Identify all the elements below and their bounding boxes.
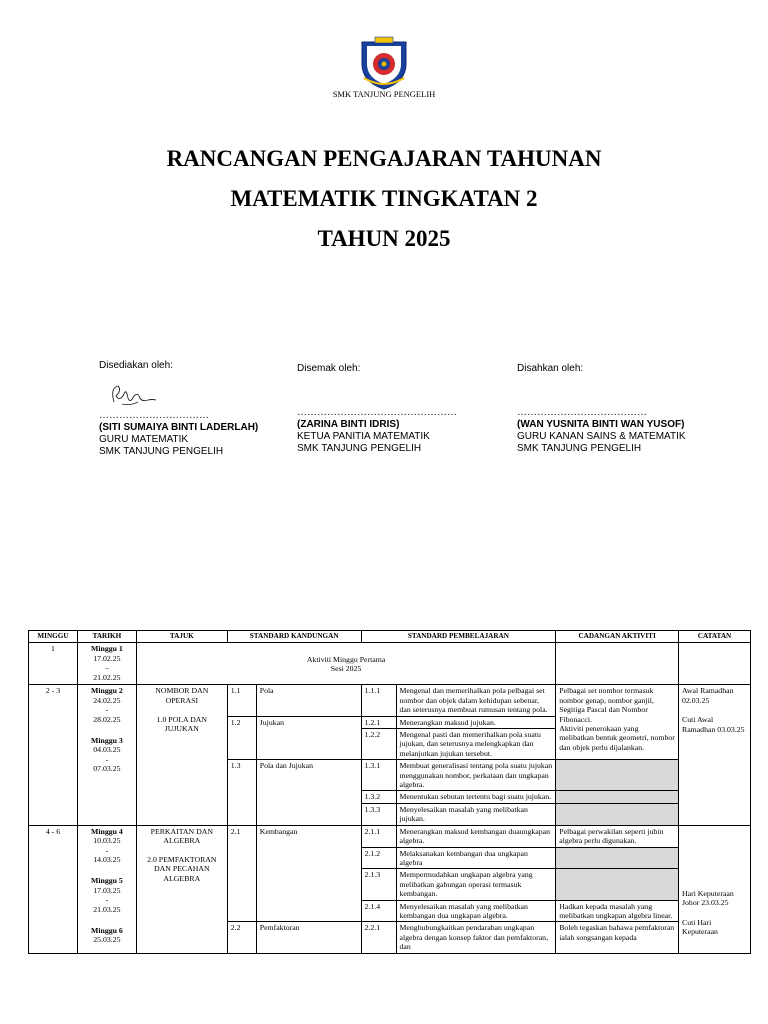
col-header-minggu: MINGGU	[29, 631, 78, 643]
signatory-label: Disahkan oleh:	[517, 363, 584, 374]
signatory-label: Disemak oleh:	[297, 363, 361, 374]
document-title-line1: RANCANGAN PENGAJARAN TAHUNAN	[166, 146, 602, 171]
note: Awal Ramadhan 02.03.25	[682, 686, 734, 705]
sk-title: Kembangan	[256, 825, 361, 922]
signatory-approved	[517, 363, 686, 455]
sp-text: Menerangkan maksud jujukan.	[396, 716, 556, 728]
week-label: Minggu 6	[90, 925, 123, 935]
week-label: Minggu 1	[90, 644, 123, 654]
date-start: 17.03.25	[93, 885, 121, 895]
sp-text: Mempermudahkan ungkapan algebra yang melibatkan gabungan operasi termasuk kembangan.	[396, 869, 556, 900]
sk-number: 2.2	[227, 922, 256, 953]
sp-number: 1.3.1	[361, 760, 396, 791]
sk-title: Pola	[256, 685, 361, 716]
date-end: 14.03.25	[93, 854, 121, 864]
signatory-org: SMK TANJUNG PENGELIH	[99, 446, 224, 457]
sp-number: 2.1.1	[361, 825, 396, 847]
cell-minggu: 2 - 3	[29, 685, 78, 825]
cell-minggu: 1	[29, 643, 78, 685]
sp-number: 2.2.1	[361, 922, 396, 953]
cell-tarikh	[77, 643, 136, 685]
cell-activity	[136, 643, 555, 685]
activity-suggestion: Aktiviti penerokaan yang melibatkan bentuk geometri, nombor dan objek perlu dijalankan.	[559, 724, 675, 752]
lesson-plan-table	[28, 630, 751, 954]
note: Cuti Awal Ramadhan 03.03.25	[682, 715, 745, 734]
sk-title: Pemfaktoran	[256, 922, 361, 953]
date-separator: -	[105, 845, 109, 855]
date-start: 24.02.25	[93, 695, 121, 705]
week-label: Minggu 4	[90, 826, 123, 836]
sk-number: 1.1	[227, 685, 256, 716]
topic-title: 1.0 POLA DAN JUJUKAN	[156, 714, 208, 734]
table-row	[29, 825, 751, 847]
date-start: 04.03.25	[93, 745, 121, 755]
signatory-name: (WAN YUSNITA BINTI WAN YUSOF)	[517, 419, 685, 430]
sp-text: Melaksanakan kembangan dua ungkapan algebra	[396, 847, 556, 869]
table-row	[29, 643, 751, 685]
sk-number: 2.1	[227, 825, 256, 922]
date-end: 21.03.25	[93, 904, 121, 914]
topic-title: 2.0 PEMFAKTORAN DAN PECAHAN ALGEBRA	[147, 854, 217, 883]
school-crest-logo	[358, 34, 410, 90]
sp-text: Menyelesaikan masalah yang melibatkan kembangan dua ungkapan algebra.	[396, 900, 556, 922]
note: Hari Keputeraan Johor 23.03.25	[682, 888, 734, 908]
cell-tarikh	[77, 825, 136, 953]
sp-number: 2.1.4	[361, 900, 396, 922]
date-start: 10.03.25	[93, 836, 121, 846]
activity-line2: Sesi 2025	[330, 663, 362, 673]
sp-number: 1.3.3	[361, 803, 396, 825]
sp-text: Mengenal pasti dan memerihalkan pola suatu jujukan, dan seterusnya melengkapkan dan melanjutkan jujukan tersebut.	[396, 729, 556, 760]
signature-line: …………………………………	[517, 407, 647, 418]
cell-catatan	[679, 685, 751, 825]
week-label: Minggu 3	[90, 736, 123, 746]
note: Cuti Hari Keputeraan	[682, 917, 718, 936]
date-separator: -	[105, 754, 109, 764]
sp-number: 1.2.2	[361, 729, 396, 760]
sk-number: 1.2	[227, 716, 256, 760]
sp-text: Membuat generalisasi tentang pola suatu jujukan menggunakan nombor, perkataan dan ungkapan algebra.	[396, 760, 556, 791]
cell-tajuk	[136, 685, 227, 825]
document-title-line3: TAHUN 2025	[317, 226, 451, 251]
col-header-catatan: CATATAN	[679, 631, 751, 643]
signatory-org: SMK TANJUNG PENGELIH	[297, 443, 422, 454]
col-header-tajuk: TAJUK	[136, 631, 227, 643]
date-end: 21.02.25	[93, 672, 121, 682]
cell-minggu: 4 - 6	[29, 825, 78, 953]
col-header-standard-kandungan: STANDARD KANDUNGAN	[227, 631, 361, 643]
date-separator: -	[105, 895, 109, 905]
sp-number: 1.2.1	[361, 716, 396, 728]
date-separator: -	[105, 705, 109, 715]
signatory-role: GURU MATEMATIK	[99, 434, 189, 445]
school-name-header: SMK TANJUNG PENGELIH	[332, 89, 436, 99]
sk-number: 1.3	[227, 760, 256, 825]
cell-cadangan	[556, 685, 679, 760]
signatory-reviewed	[297, 363, 457, 455]
signature-line: …………………………………………	[297, 407, 457, 418]
col-header-tarikh: TARIKH	[77, 631, 136, 643]
sp-text: Mengenal dan memerihalkan pola pelbagai set nombor dan objek dalam kehidupan sebenar, dan seterusnya membuat rumusan tentang pola.	[396, 685, 556, 716]
cell-catatan	[679, 643, 751, 685]
signatory-role: KETUA PANITIA MATEMATIK	[297, 431, 430, 442]
cell-cadangan-empty	[556, 760, 679, 791]
table-row	[29, 685, 751, 716]
cell-cadangan-empty	[556, 791, 679, 803]
table-header-row	[29, 631, 751, 643]
cell-cadangan-empty	[556, 847, 679, 869]
signatory-label: Disediakan oleh:	[99, 360, 173, 371]
sk-title: Jujukan	[256, 716, 361, 760]
activity-suggestion: Pelbagai set nombor termasuk nombor genap, nombor ganjil, Segitiga Pascal dan Nombor Fibonacci.	[559, 686, 654, 724]
signatory-name: (SITI SUMAIYA BINTI LADERLAH)	[99, 422, 259, 433]
sp-text: Menerangkan maksud kembangan duaungkapan algebra.	[396, 825, 556, 847]
cell-catatan	[679, 825, 751, 953]
sp-number: 1.1.1	[361, 685, 396, 716]
cell-cadangan	[556, 643, 679, 685]
sp-text: Menentukan sebutan tertentu bagi suatu jujukan.	[396, 791, 556, 803]
date-start: 25.03.25	[93, 935, 121, 945]
signatory-name: (ZARINA BINTI IDRIS)	[297, 419, 400, 430]
sp-number: 2.1.2	[361, 847, 396, 869]
date-end: 28.02.25	[93, 714, 121, 724]
cell-cadangan-empty	[556, 869, 679, 900]
activity-line1: Aktiviti Minggu Pertama	[306, 654, 386, 664]
col-header-standard-pembelajaran: STANDARD PEMBELAJARAN	[361, 631, 556, 643]
col-header-cadangan-aktiviti: CADANGAN AKTIVITI	[556, 631, 679, 643]
date-start: 17.02.25	[93, 653, 121, 663]
handwritten-signature	[108, 380, 158, 410]
week-label: Minggu 2	[90, 686, 123, 696]
signatory-org: SMK TANJUNG PENGELIH	[517, 443, 642, 454]
signature-line: ……………………………	[99, 410, 209, 421]
signatory-role: GURU KANAN SAINS & MATEMATIK	[517, 431, 686, 442]
topic-area: NOMBOR DAN OPERASI	[155, 686, 209, 705]
sp-number: 2.1.3	[361, 869, 396, 900]
sp-text: Menyelesaikan masalah yang melibatkan jujukan.	[396, 803, 556, 825]
topic-area: PERKAITAN DAN ALGEBRA	[150, 826, 214, 846]
cell-cadangan: Boleh tegaskan bahawa pemfaktoran ialah songsangan kepada	[556, 922, 679, 953]
sp-number: 1.3.2	[361, 791, 396, 803]
sk-title: Pola dan Jujukan	[256, 760, 361, 825]
date-separator: –	[104, 663, 109, 673]
cell-tajuk	[136, 825, 227, 953]
date-end: 07.03.25	[93, 764, 121, 774]
document-title-line2: MATEMATIK TINGKATAN 2	[230, 186, 538, 211]
cell-cadangan: Hadkan kepada masalah yang melibatkan ungkapan algebra linear.	[556, 900, 679, 922]
sp-text: Menghubungkaitkan pendaraban ungkapan algebra dengan konsep faktor dan pemfaktoran, dan	[396, 922, 556, 953]
cell-cadangan: Pelbagai perwakilan seperti jubin algebra perlu digunakan.	[556, 825, 679, 847]
cell-cadangan-empty	[556, 803, 679, 825]
week-label: Minggu 5	[90, 876, 123, 886]
cell-tarikh	[77, 685, 136, 825]
